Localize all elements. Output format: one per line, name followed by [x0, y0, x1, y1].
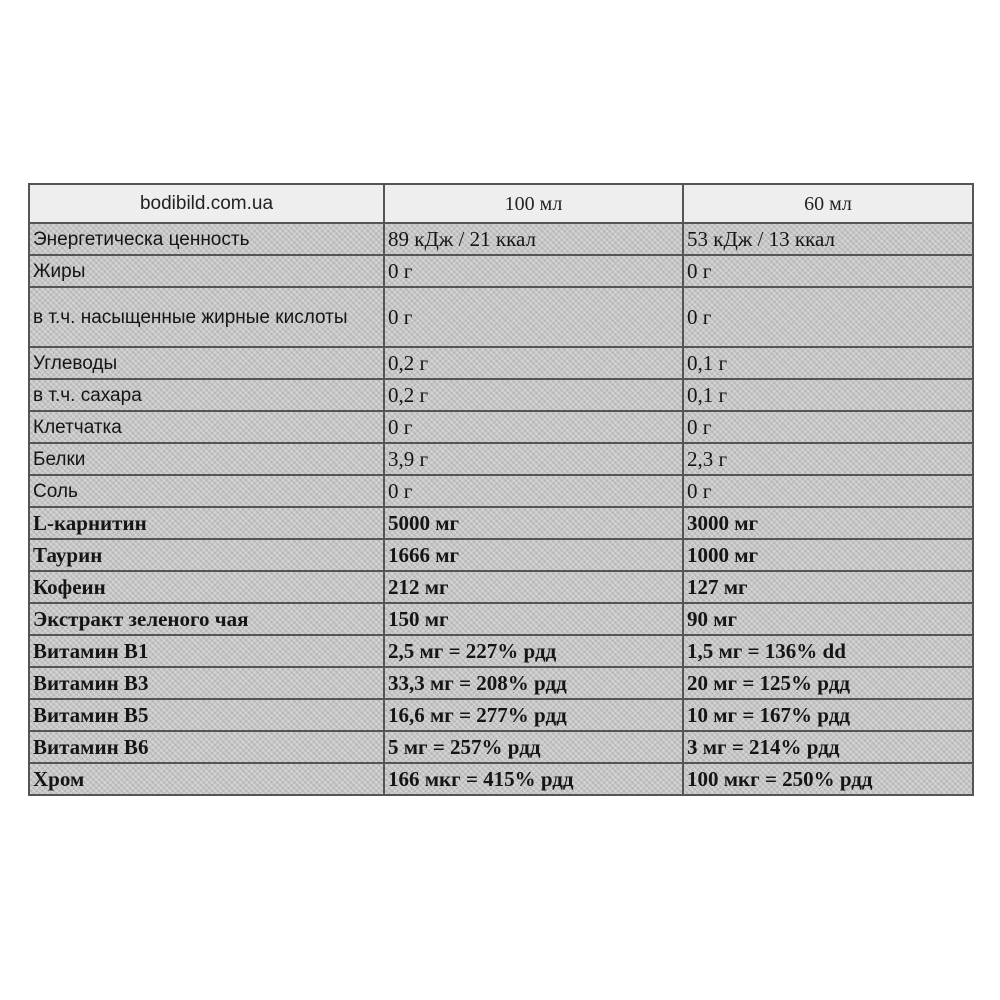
- table-row: [29, 255, 973, 287]
- value-60ml: 0 г: [683, 287, 973, 347]
- value-60ml: 0,1 г: [683, 379, 973, 411]
- value-100ml: 16,6 мг = 277% рдд: [384, 699, 683, 731]
- table-row: [29, 347, 973, 379]
- value-60ml: 3000 мг: [683, 507, 973, 539]
- value-60ml: 0,1 г: [683, 347, 973, 379]
- value-100ml: 3,9 г: [384, 443, 683, 475]
- header-brand: bodibild.com.ua: [29, 184, 384, 223]
- value-60ml: 127 мг: [683, 571, 973, 603]
- value-100ml: 166 мкг = 415% рдд: [384, 763, 683, 795]
- value-60ml: 20 мг = 125% рдд: [683, 667, 973, 699]
- nutrient-name: в т.ч. сахара: [29, 379, 384, 411]
- nutrient-name: Экстракт зеленого чая: [29, 603, 384, 635]
- value-100ml: 0 г: [384, 475, 683, 507]
- value-100ml: 0 г: [384, 411, 683, 443]
- value-60ml: 53 кДж / 13 ккал: [683, 223, 973, 255]
- table-row: [29, 763, 973, 795]
- nutrient-name: Хром: [29, 763, 384, 795]
- value-100ml: 212 мг: [384, 571, 683, 603]
- table-row: [29, 571, 973, 603]
- header-100ml: 100 мл: [384, 184, 683, 223]
- nutrition-table: [28, 183, 974, 796]
- value-60ml: 0 г: [683, 255, 973, 287]
- table-row: [29, 635, 973, 667]
- nutrient-name: Соль: [29, 475, 384, 507]
- nutrient-name: Витамин В5: [29, 699, 384, 731]
- value-100ml: 89 кДж / 21 ккал: [384, 223, 683, 255]
- table-row: [29, 287, 973, 347]
- value-60ml: 0 г: [683, 411, 973, 443]
- nutrient-name: Белки: [29, 443, 384, 475]
- table-row: [29, 443, 973, 475]
- nutrient-name: в т.ч. насыщенные жирные кислоты: [29, 287, 384, 347]
- table-row: [29, 223, 973, 255]
- value-100ml: 5000 мг: [384, 507, 683, 539]
- value-100ml: 1666 мг: [384, 539, 683, 571]
- header-row: [29, 184, 973, 223]
- value-60ml: 3 мг = 214% рдд: [683, 731, 973, 763]
- nutrient-name: Кофеин: [29, 571, 384, 603]
- table-row: [29, 699, 973, 731]
- header-60ml: 60 мл: [683, 184, 973, 223]
- value-60ml: 10 мг = 167% рдд: [683, 699, 973, 731]
- nutrient-name: Клетчатка: [29, 411, 384, 443]
- table-row: [29, 507, 973, 539]
- nutrient-name: Витамин В3: [29, 667, 384, 699]
- nutrient-name: Углеводы: [29, 347, 384, 379]
- value-100ml: 150 мг: [384, 603, 683, 635]
- value-60ml: 100 мкг = 250% рдд: [683, 763, 973, 795]
- value-60ml: 2,3 г: [683, 443, 973, 475]
- table-row: [29, 731, 973, 763]
- value-100ml: 0,2 г: [384, 379, 683, 411]
- value-100ml: 0 г: [384, 255, 683, 287]
- value-100ml: 0,2 г: [384, 347, 683, 379]
- nutrient-name: L-карнитин: [29, 507, 384, 539]
- value-100ml: 0 г: [384, 287, 683, 347]
- table-row: [29, 379, 973, 411]
- value-60ml: 0 г: [683, 475, 973, 507]
- value-100ml: 33,3 мг = 208% рдд: [384, 667, 683, 699]
- value-100ml: 5 мг = 257% рдд: [384, 731, 683, 763]
- nutrient-name: Энергетическа ценность: [29, 223, 384, 255]
- value-60ml: 1000 мг: [683, 539, 973, 571]
- nutrient-name: Таурин: [29, 539, 384, 571]
- table-row: [29, 667, 973, 699]
- value-100ml: 2,5 мг = 227% рдд: [384, 635, 683, 667]
- table-row: [29, 475, 973, 507]
- table-row: [29, 539, 973, 571]
- value-60ml: 90 мг: [683, 603, 973, 635]
- nutrient-name: Жиры: [29, 255, 384, 287]
- table-row: [29, 411, 973, 443]
- table-row: [29, 603, 973, 635]
- nutrient-name: Витамин В1: [29, 635, 384, 667]
- nutrient-name: Витамин В6: [29, 731, 384, 763]
- value-60ml: 1,5 мг = 136% dd: [683, 635, 973, 667]
